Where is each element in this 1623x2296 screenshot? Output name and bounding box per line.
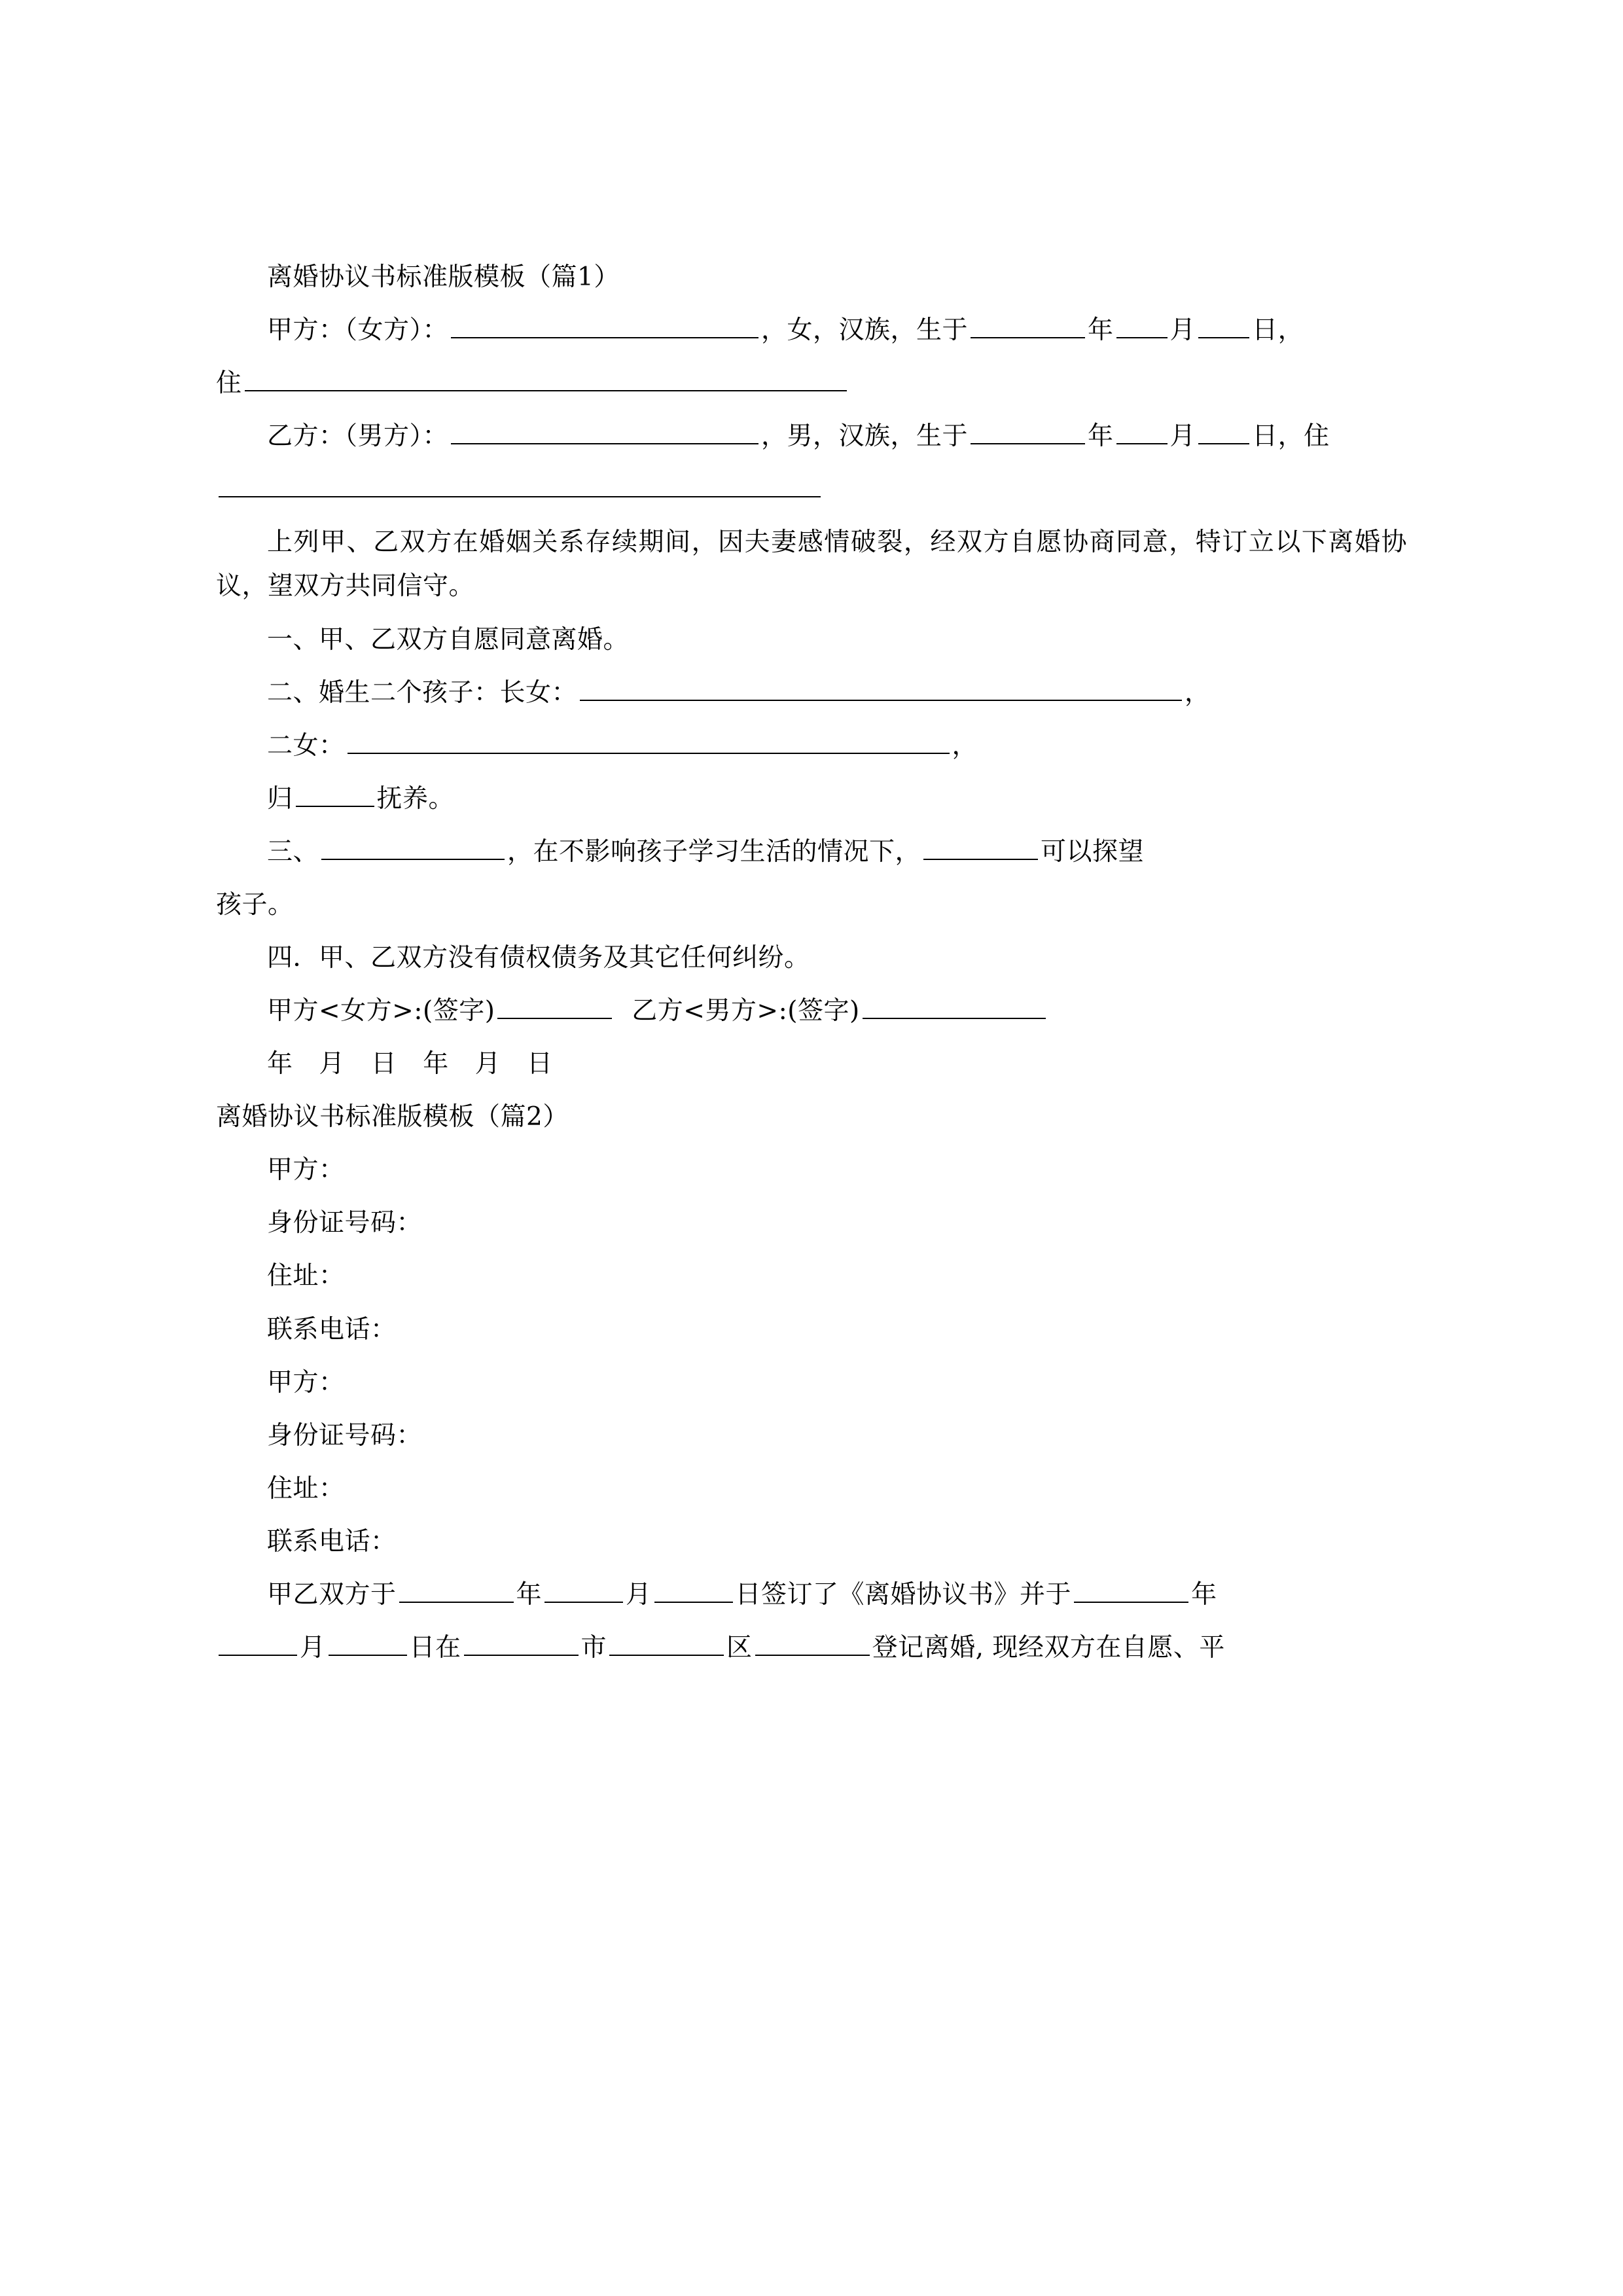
s2-sign-month-blank[interactable]	[544, 1574, 623, 1603]
visitation-party-blank[interactable]	[321, 831, 505, 860]
custody-line	[216, 777, 1407, 821]
s2-agreement-date-line	[216, 1573, 1407, 1617]
s2-party-a-id-label: 身份证号码：	[267, 1208, 423, 1238]
party-b-birth-month-blank[interactable]	[1116, 416, 1168, 444]
clause-3-label: 三、	[267, 836, 319, 867]
s2-office-blank[interactable]	[755, 1627, 870, 1656]
party-b-month-label: 月	[1169, 422, 1196, 452]
s2-sign-mid: 日签订了《离婚协议书》并于	[735, 1579, 1072, 1609]
s2-sign-day-blank[interactable]	[654, 1574, 733, 1603]
s2-party-a-phone-label: 联系电话：	[267, 1314, 397, 1344]
s2-register-year-label: 年	[1191, 1579, 1217, 1609]
party-b-name-blank[interactable]	[451, 416, 758, 444]
s2-party-a-label: 甲方：	[267, 1155, 345, 1185]
s2-sign-year-blank[interactable]	[399, 1574, 514, 1603]
section-2-heading	[216, 1095, 1407, 1139]
custody-label: 归	[267, 783, 293, 814]
s2-register-place-line	[216, 1626, 1407, 1670]
party-a-month-label: 月	[1169, 315, 1196, 346]
s2-register-month-blank[interactable]	[219, 1627, 297, 1656]
s2-agreement-prefix: 甲乙双方于	[267, 1579, 397, 1609]
s2-register-suffix: 登记离婚, 现经双方在自愿、平	[872, 1633, 1225, 1663]
second-daughter-blank[interactable]	[348, 725, 950, 754]
s2-party-b-label: 甲方：	[267, 1367, 345, 1397]
clause-3-continued: 孩子。	[216, 889, 294, 920]
clause-2-label: 二、婚生二个孩子：长女：	[267, 677, 578, 708]
s2-city-label: 市	[580, 1633, 607, 1663]
section-2-heading-text: 离婚协议书标准版模板（篇2）	[216, 1102, 569, 1132]
signature-line	[216, 989, 1407, 1033]
custody-suffix: 抚养。	[376, 783, 455, 814]
s2-register-month-label: 月	[300, 1633, 326, 1663]
s2-party-b-phone-label: 联系电话：	[267, 1526, 397, 1556]
party-b-desc: ，男，汉族，生于	[761, 422, 969, 452]
party-a-label: 甲方：（女方）：	[267, 315, 449, 346]
party-b-birth-year-blank[interactable]	[971, 416, 1085, 444]
party-a-year-label: 年	[1088, 315, 1114, 346]
party-b-line	[216, 414, 1407, 458]
s2-sign-year-label: 年	[516, 1579, 543, 1609]
signature-party-b-label: 乙方<男方>:(签字)	[632, 996, 860, 1026]
signature-party-a-blank[interactable]	[497, 990, 612, 1019]
s2-party-b-id-label: 身份证号码：	[267, 1420, 423, 1450]
custody-blank[interactable]	[296, 778, 374, 807]
party-a-desc: ，女，汉族，生于	[761, 315, 969, 346]
s2-register-day-blank[interactable]	[329, 1627, 407, 1656]
s2-party-b-address-label: 住址：	[267, 1473, 345, 1503]
second-daughter-label: 二女：	[267, 730, 345, 761]
s2-register-year-blank[interactable]	[1074, 1574, 1188, 1603]
preamble-paragraph: 上列甲、乙双方在婚姻关系存续期间，因夫妻感情破裂，经双方自愿协商同意，特订立以下离婚协议，望双方共同信守。	[216, 528, 1407, 601]
s2-party-a-address-label: 住址：	[267, 1261, 345, 1291]
party-b-label: 乙方：（男方）：	[267, 422, 449, 452]
section-1-heading-text: 离婚协议书标准版模板（篇1）	[267, 262, 620, 292]
party-a-line	[216, 308, 1407, 352]
party-b-address-blank[interactable]	[219, 469, 821, 497]
visitation-person-blank[interactable]	[923, 831, 1038, 860]
signature-party-a-label: 甲方<女方>:(签字)	[267, 996, 495, 1026]
eldest-daughter-blank[interactable]	[580, 672, 1182, 701]
s2-sign-month-label: 月	[626, 1579, 652, 1609]
party-b-birth-day-blank[interactable]	[1198, 416, 1249, 444]
clause-2-second-daughter	[216, 724, 1407, 768]
clause-3-visitation	[216, 830, 1407, 874]
clause-2-comma: ，	[1185, 677, 1211, 708]
party-a-birth-day-blank[interactable]	[1198, 310, 1249, 338]
section-1-heading	[216, 255, 1407, 299]
party-a-birth-year-blank[interactable]	[971, 310, 1085, 338]
s2-district-label: 区	[726, 1633, 753, 1663]
clause-3-end: 可以探望	[1041, 836, 1145, 867]
party-a-birth-month-blank[interactable]	[1116, 310, 1168, 338]
s2-register-day-label: 日在	[409, 1633, 461, 1663]
second-daughter-comma: ，	[952, 730, 978, 761]
party-a-address-line	[216, 361, 1407, 405]
party-a-day-label: 日，	[1252, 315, 1304, 346]
party-b-address-line	[216, 467, 1407, 511]
party-b-year-label: 年	[1088, 422, 1114, 452]
clause-3-mid: ，在不影响孩子学习生活的情况下，	[507, 836, 921, 867]
s2-city-blank[interactable]	[464, 1627, 579, 1656]
clause-1: 一、甲、乙双方自愿同意离婚。	[267, 624, 630, 655]
party-a-name-blank[interactable]	[451, 310, 758, 338]
party-a-address-label: 住	[216, 368, 242, 399]
s2-district-blank[interactable]	[609, 1627, 724, 1656]
party-a-address-blank[interactable]	[245, 363, 847, 391]
signature-party-b-blank[interactable]	[863, 990, 1046, 1019]
party-b-day-label: 日，住	[1252, 422, 1330, 452]
clause-4: 四．甲、乙双方没有债权债务及其它任何纠纷。	[267, 943, 810, 973]
signature-date-line: 年 月 日 年 月 日	[267, 1049, 562, 1079]
clause-2-eldest-daughter	[216, 671, 1407, 715]
